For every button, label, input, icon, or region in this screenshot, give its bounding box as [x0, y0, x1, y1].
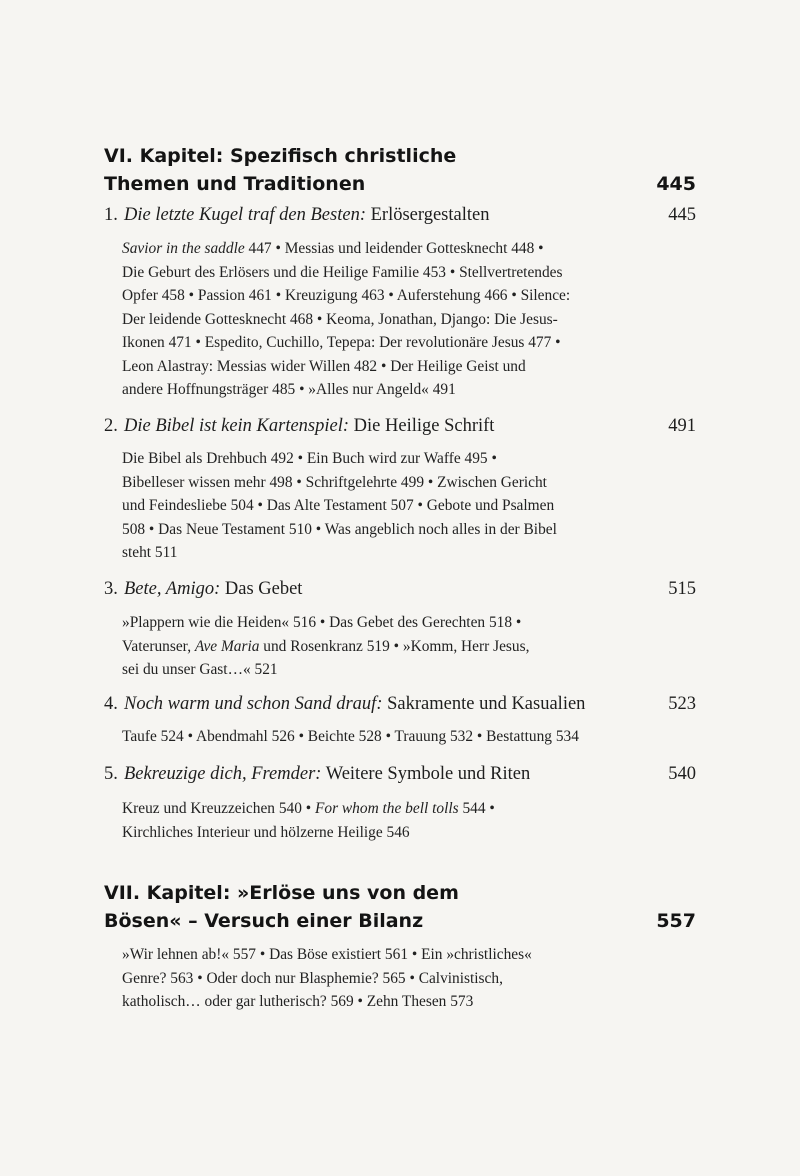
section-title: Erlösergestalten: [365, 205, 490, 225]
section-title: Sakramente und Kasualien: [382, 694, 586, 714]
section-number: 5.: [104, 764, 118, 784]
section-page: 540: [668, 764, 696, 784]
entry-line: katholisch… oder gar lutherisch? 569 • Zehn Thesen 573: [122, 993, 474, 1010]
entry-line: Kreuz und Kreuzzeichen 540 • For whom the bell tolls 544 •: [122, 800, 495, 817]
section-page: 515: [668, 579, 696, 599]
section-page: 491: [668, 416, 696, 436]
entry-line: Genre? 563 • Oder doch nur Blasphemie? 565 • Calvinistisch,: [122, 969, 503, 987]
entry-line: Bibelleser wissen mehr 498 • Schriftgelehrte 499 • Zwischen Gericht: [122, 473, 547, 491]
section-5-heading: [104, 762, 696, 786]
section-title: Weitere Symbole und Riten: [321, 764, 531, 784]
chapter-6-heading: [104, 142, 696, 198]
entry-line: Savior in the saddle 447 • Messias und leidender Gottesknecht 448 •: [122, 240, 544, 257]
entry-line: »Plappern wie die Heiden« 516 • Das Gebet des Gerechten 518 •: [122, 614, 522, 631]
entry-line: sei du unser Gast…« 521: [122, 661, 278, 678]
section-number: 2.: [104, 416, 118, 436]
section-number: 3.: [104, 579, 118, 599]
section-title-italic: Die Bibel ist kein Kartenspiel:: [124, 416, 350, 436]
chapter-6-page: 445: [656, 173, 696, 195]
section-5-entries: [122, 797, 602, 844]
section-title-italic: Noch warm und schon Sand drauf:: [124, 694, 383, 714]
chapter-7-heading: [104, 879, 696, 935]
chapter-7-entries: [122, 943, 602, 1014]
section-title-italic: Bete, Amigo:: [124, 579, 221, 599]
entry-line: Ikonen 471 • Espedito, Cuchillo, Tepepa: Der revolutionäre Jesus 477 •: [122, 334, 561, 351]
entry-italic: Savior in the saddle: [122, 240, 245, 257]
section-number: 4.: [104, 694, 118, 714]
section-title-italic: Bekreuzige dich, Fremder:: [124, 764, 322, 784]
entry-line: andere Hoffnungsträger 485 • »Alles nur Angeld« 491: [122, 381, 456, 398]
section-2-heading: [104, 414, 696, 438]
section-2-entries: [122, 447, 602, 565]
section-1-heading: [104, 203, 696, 227]
section-4-entries: [122, 725, 602, 749]
section-4-heading: [104, 692, 696, 716]
section-title-italic: Die letzte Kugel traf den Besten:: [124, 205, 366, 225]
entry-line: Vaterunser, Ave Maria und Rosenkranz 519 • »Komm, Herr Jesus,: [122, 637, 530, 655]
section-title: Die Heilige Schrift: [349, 416, 495, 436]
entry-line: 508 • Das Neue Testament 510 • Was angeblich noch alles in der Bibel: [122, 520, 557, 538]
chapter-7-title: VII. Kapitel: »Erlöse uns von dem Bösen« – Versuch einer Bilanz: [104, 882, 459, 932]
entry-line: »Wir lehnen ab!« 557 • Das Böse existiert 561 • Ein »christliches«: [122, 946, 532, 963]
entry-line: Die Geburt des Erlösers und die Heilige Familie 453 • Stellvertretendes: [122, 263, 563, 281]
chapter-6-title: VI. Kapitel: Spezifisch christliche Themen und Traditionen: [104, 145, 457, 195]
section-3-heading: [104, 577, 696, 601]
entry-line: Leon Alastray: Messias wider Willen 482 • Der Heilige Geist und: [122, 357, 526, 375]
section-number: 1.: [104, 205, 118, 225]
section-page: 445: [668, 205, 696, 225]
entry-line: Opfer 458 • Passion 461 • Kreuzigung 463 • Auferstehung 466 • Silence:: [122, 287, 571, 304]
section-title: Das Gebet: [220, 579, 303, 599]
entry-line: Kirchliches Interieur und hölzerne Heilige 546: [122, 823, 410, 841]
entry-line: Taufe 524 • Abendmahl 526 • Beichte 528 • Trauung 532 • Bestattung 534: [122, 728, 579, 745]
entry-line: Der leidende Gottesknecht 468 • Keoma, Jonathan, Django: Die Jesus-: [122, 310, 558, 328]
chapter-7-page: 557: [656, 910, 696, 932]
section-1-entries: [122, 237, 602, 402]
entry-line: Die Bibel als Drehbuch 492 • Ein Buch wird zur Waffe 495 •: [122, 450, 497, 467]
entry-line: und Feindesliebe 504 • Das Alte Testament 507 • Gebote und Psalmen: [122, 497, 555, 514]
entry-line: steht 511: [122, 544, 178, 561]
section-page: 523: [668, 694, 696, 714]
section-3-entries: [122, 611, 602, 682]
